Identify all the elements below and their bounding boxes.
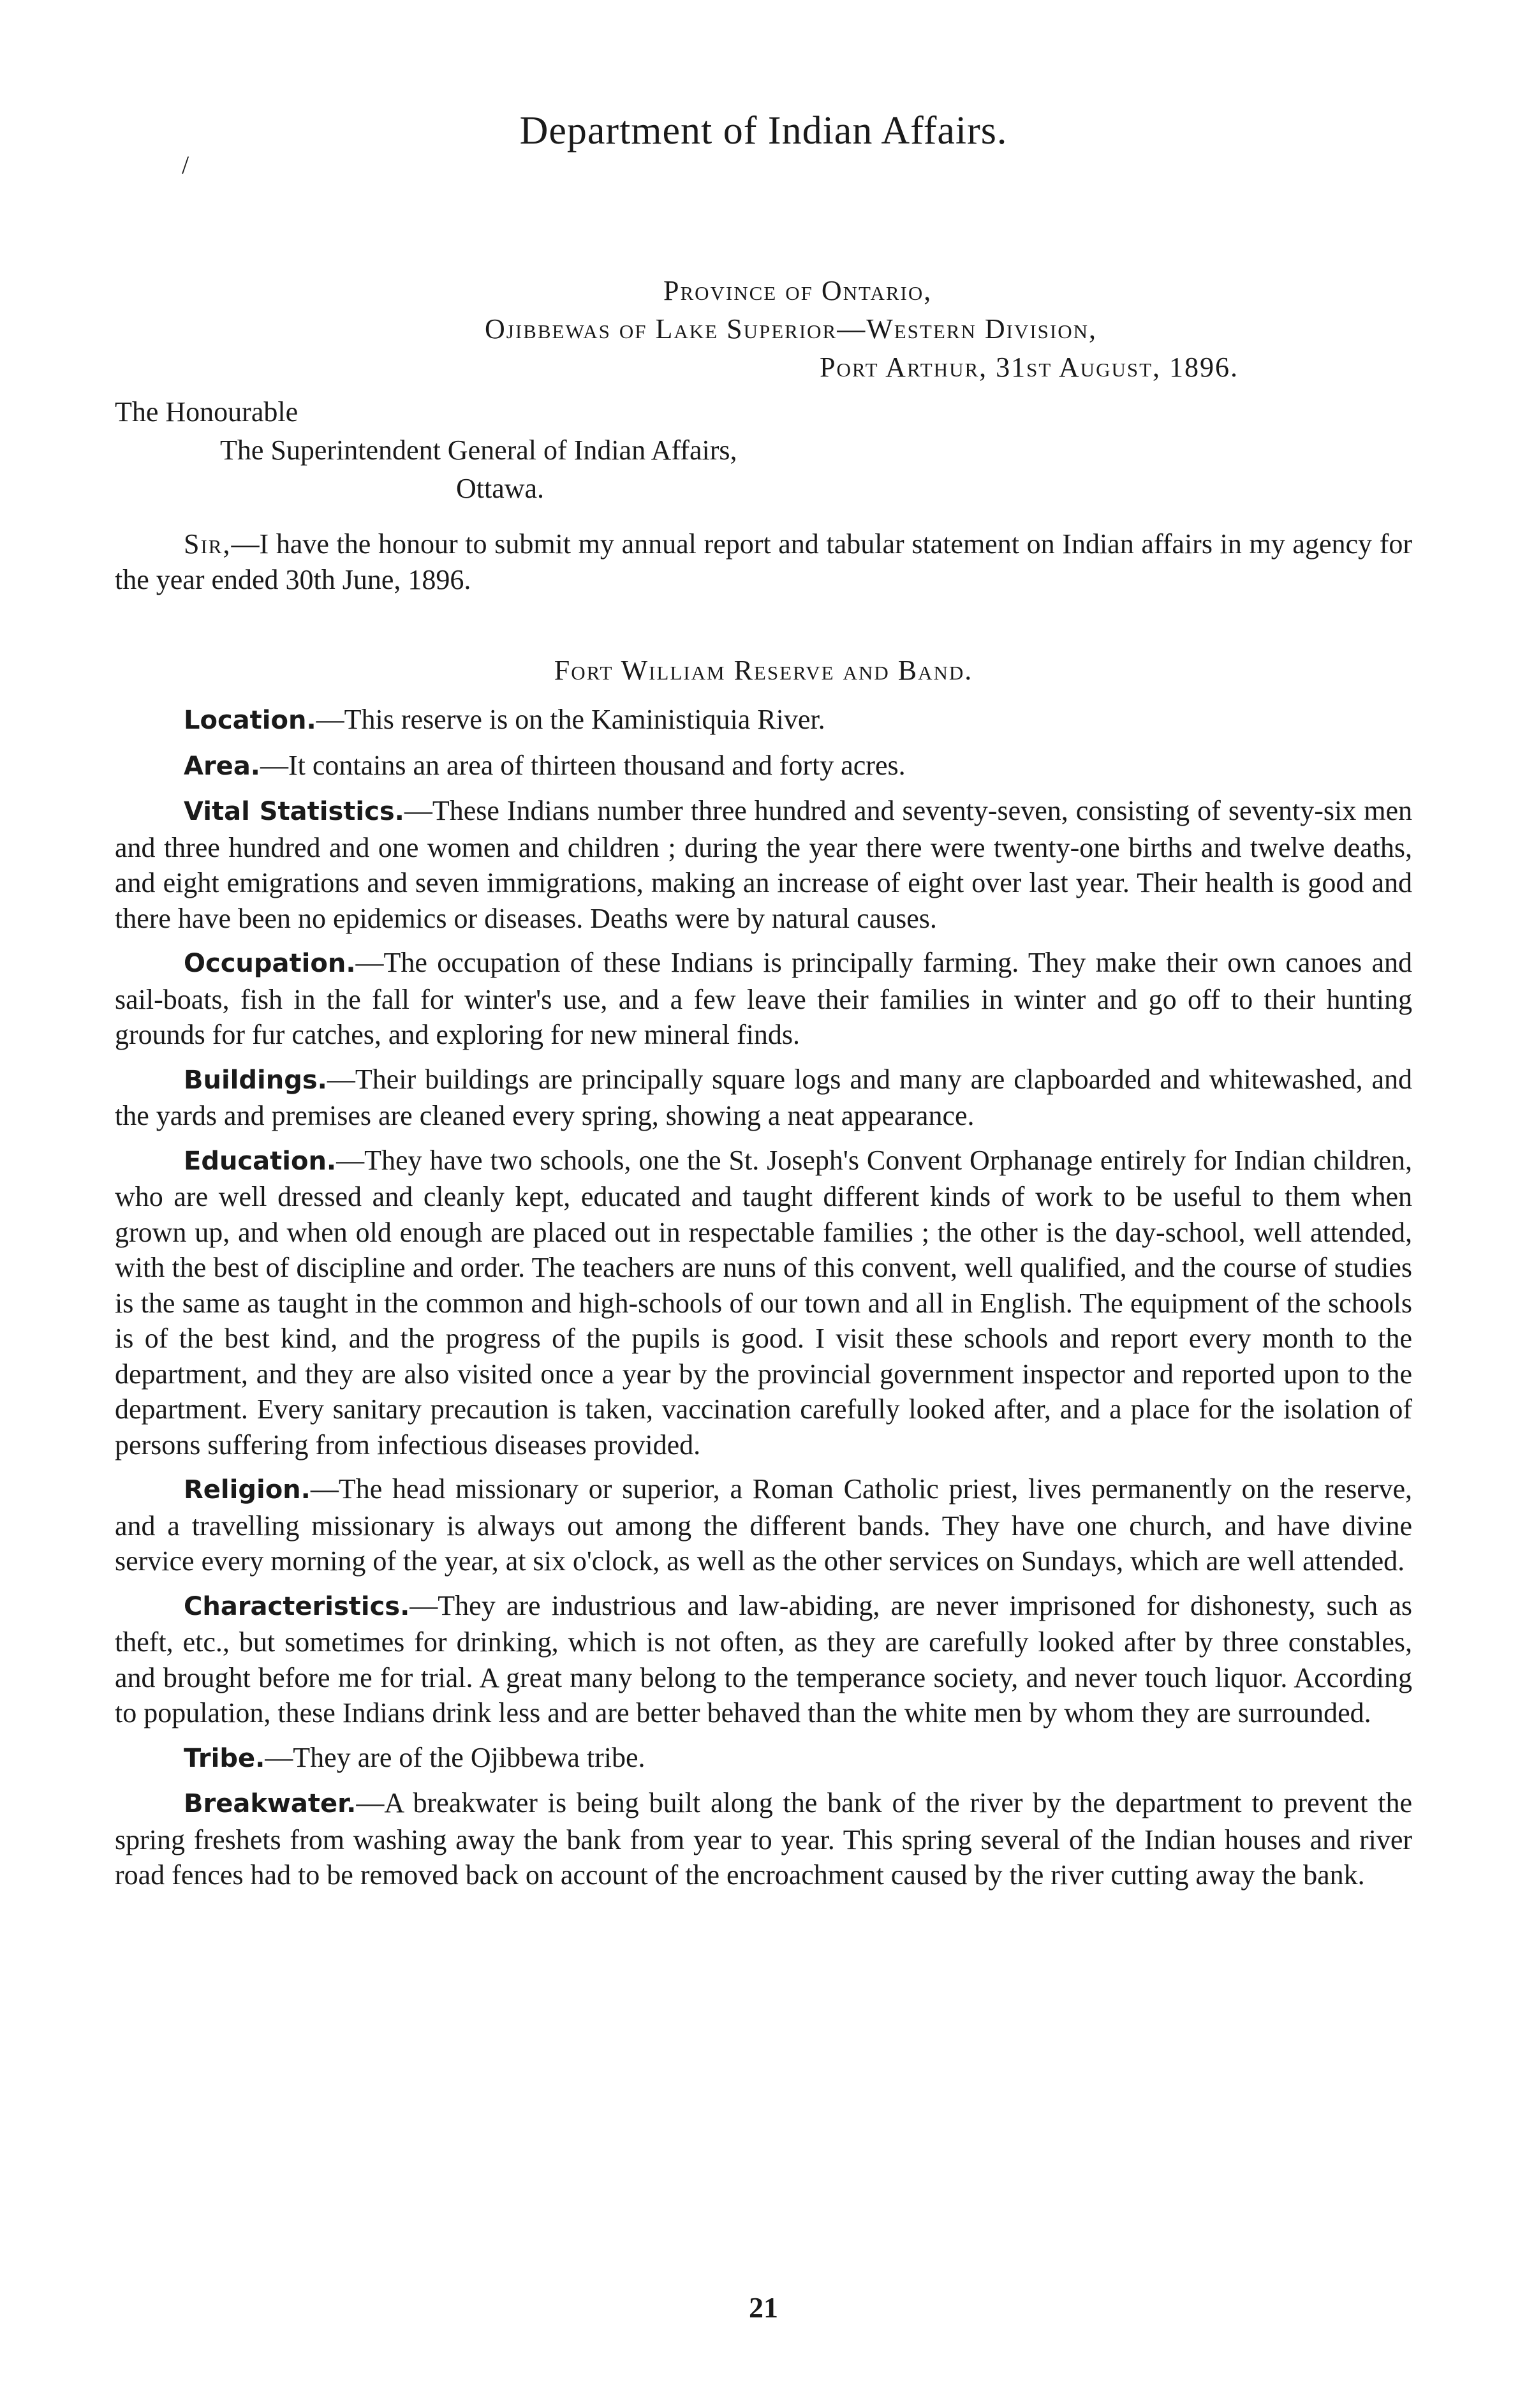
address-place-date: Port Arthur, 31st August, 1896. — [820, 352, 1239, 383]
text-area: —It contains an area of thirteen thousand and forty acres. — [260, 749, 906, 781]
address-province: Province of Ontario, — [663, 275, 933, 306]
intro-text: —I have the honour to submit my annual report and tabular statement on Indian affairs in my agency for the year ended 30th June, 1896. — [115, 528, 1412, 595]
text-breakwater: —A breakwater is being built along the bank of the river by the department to prevent the spring freshets from washing away the bank from year to year. This spring several of the Indian houses and river road fences had to be removed back on account of the encroachment caused by the river cutting away the bank. — [115, 1787, 1412, 1891]
paragraph-characteristics — [115, 1588, 1412, 1731]
address-band: Ojibbewas of Lake Superior—Western Division, — [485, 313, 1098, 345]
label-buildings: Buildings. — [184, 1065, 327, 1095]
paragraph-breakwater — [115, 1785, 1412, 1893]
label-education: Education. — [184, 1146, 337, 1176]
text-education: —They have two schools, one the St. Joseph's Convent Orphanage entirely for Indian children, who are well dressed and cleanly kept, educated and taught different kinds of work to be useful to them when grown up, and when old enough are placed out in respectable families ; the other is the day-school, well attended, with the best of discipline and order. The teachers are nuns of this convent, well qualified, and the course of studies is the same as taught in the common and high-schools of our town and all in English. The equipment of the schools is of the best kind, and the progress of the pupils is good. I visit these schools and report every month to the department, and they are also visited once a year by the provincial government inspector and reported upon to the department. Every sanitary precaution is taken, vaccination carefully looked after, and a place for the isolation of persons suffering from infectious diseases provided. — [115, 1144, 1412, 1460]
paragraph-religion — [115, 1471, 1412, 1579]
paragraph-occupation — [115, 945, 1412, 1053]
paragraph-buildings — [115, 1062, 1412, 1134]
label-characteristics: Characteristics. — [184, 1591, 410, 1621]
paragraph-education — [115, 1143, 1412, 1463]
label-tribe: Tribe. — [184, 1743, 265, 1773]
text-vital-statistics: —These Indians number three hundred and seventy-seven, consisting of seventy-six men and three hundred and one women and children ; during the year there were twenty-one births and twelve deaths, and eight emigrations and seven immigrations, making an increase of eight over last year. Their health is good and there have been no epidemics or diseases. Deaths were by natural causes. — [115, 795, 1412, 934]
label-area: Area. — [184, 751, 260, 781]
salutation-honourable: The Honourable — [115, 396, 299, 427]
salutation-recipient: The Superintendent General of Indian Affairs, — [220, 435, 737, 466]
report-body — [115, 702, 1412, 1902]
page-number: 21 — [749, 2291, 778, 2324]
label-occupation: Occupation. — [184, 949, 356, 978]
paragraph-tribe — [115, 1740, 1412, 1777]
section-heading: Fort William Reserve and Band. — [554, 655, 973, 686]
salutation-city: Ottawa. — [456, 473, 545, 504]
paragraph-vital-statistics — [115, 793, 1412, 936]
paragraph-area — [115, 748, 1412, 785]
text-location: —This reserve is on the Kaministiquia River. — [316, 704, 825, 735]
text-tribe: —They are of the Ojibbewa tribe. — [265, 1741, 645, 1773]
page-title: Department of Indian Affairs. — [519, 109, 1008, 152]
intro-block — [115, 526, 1412, 606]
intro-paragraph — [115, 526, 1412, 597]
label-breakwater: Breakwater. — [184, 1789, 357, 1818]
text-occupation: —The occupation of these Indians is principally farming. They make their own canoes and sail-boats, fish in the fall for winter's use, and a few leave their families in winter and go off to their hunting grounds for fur catches, and exploring for new mineral finds. — [115, 947, 1412, 1050]
intro-lead: Sir, — [184, 528, 232, 560]
text-characteristics: —They are industrious and law-abiding, are never imprisoned for dishonesty, such as theft, etc., but sometimes for drinking, which is not often, as they are carefully looked after by three constables, and brought before me for trial. A great many belong to the temperance society, and never touch liquor. According to population, these Indians drink less and are better behaved than the white men by whom they are surrounded. — [115, 1589, 1412, 1728]
stray-mark: / — [182, 151, 189, 179]
paragraph-location — [115, 702, 1412, 739]
text-buildings: —Their buildings are principally square logs and many are clapboarded and whitewashed, and the yards and premises are cleaned every spring, showing a neat appearance. — [115, 1063, 1412, 1131]
text-religion: —The head missionary or superior, a Roman Catholic priest, lives permanently on the reserve, and a travelling missionary is always out among the different bands. They have one church, and have divine service every morning of the year, at six o'clock, as well as the other services on Sundays, which are well attended. — [115, 1473, 1412, 1577]
label-religion: Religion. — [184, 1475, 311, 1505]
label-location: Location. — [184, 706, 316, 735]
label-vital-statistics: Vital Statistics. — [184, 797, 404, 826]
